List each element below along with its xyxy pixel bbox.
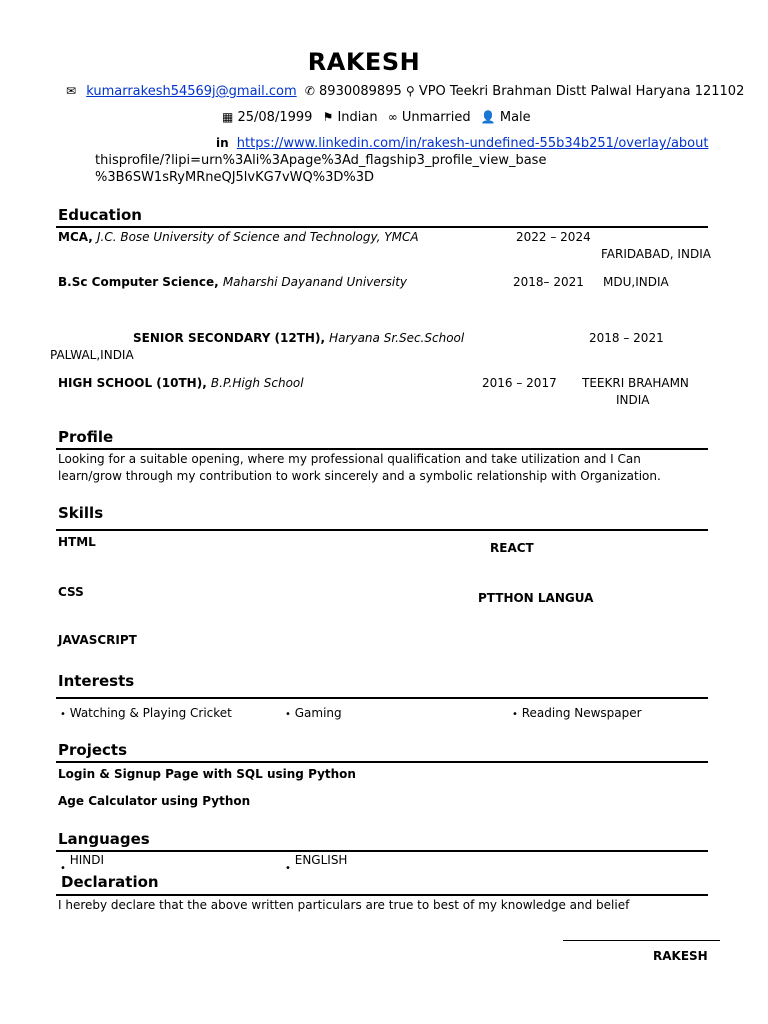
skill-item: CSS (58, 585, 84, 599)
bullet-icon: • (512, 709, 518, 720)
interests-rule (56, 697, 708, 699)
language-item: $_•$ HINDI (60, 853, 105, 874)
location-icon: ⚲ (405, 84, 415, 98)
degree: MCA, (58, 230, 93, 244)
nationality: Indian (337, 110, 378, 125)
phone-icon: ✆ (304, 84, 315, 98)
declaration-rule (56, 894, 708, 896)
skill-item: REACT (490, 541, 534, 555)
skill-item: JAVASCRIPT (58, 633, 137, 647)
education-location-line2: INDIA (616, 393, 650, 407)
education-dates: 2022 – 2024 (516, 230, 591, 244)
address: VPO Teekri Brahman Distt Palwal Haryana 121102 (418, 84, 745, 99)
degree: SENIOR SECONDARY (12TH), (133, 331, 326, 345)
interests-heading: Interests (58, 672, 135, 690)
signature-name: RAKESH (653, 949, 708, 963)
marital-status: Unmarried (401, 110, 471, 125)
bullet-icon: • (285, 863, 291, 874)
degree: HIGH SCHOOL (10TH), (58, 376, 207, 390)
education-entry-10th (58, 376, 304, 391)
languages-heading: Languages (58, 830, 150, 848)
profile-heading: Profile (58, 428, 114, 446)
linkedin-continuation-2: %3B6SW1sRyMRneQJ5lvKG7vWQ%3D%3D (95, 170, 375, 185)
education-entry-bsc (58, 275, 407, 290)
linkedin-icon: in (216, 136, 229, 150)
bullet-icon: • (60, 863, 66, 874)
bullet-icon: • (285, 709, 291, 720)
interest-item: • Gaming (285, 706, 342, 720)
language-item: $_•$ ENGLISH (285, 853, 348, 874)
education-location: TEEKRI BRAHAMN (582, 376, 689, 390)
linkedin-row (216, 136, 708, 151)
envelope-icon: ✉ (66, 84, 77, 98)
date-of-birth: 25/08/1999 (237, 110, 313, 125)
education-dates: 2016 – 2017 (482, 376, 557, 390)
contact-row-1 (66, 84, 744, 99)
education-entry-mca (58, 230, 419, 245)
profile-text-line2: learn/grow through my contribution to work sincerely and a symbolic relationship with Organization. (58, 469, 661, 483)
institution: Haryana Sr.Sec.School (329, 331, 465, 345)
education-location: FARIDABAD, INDIA (601, 247, 711, 261)
degree: B.Sc Computer Science, (58, 275, 219, 289)
bullet-icon: • (60, 709, 66, 720)
projects-heading: Projects (58, 741, 128, 759)
gender: Male (499, 110, 531, 125)
linkedin-continuation-1: thisprofile/?lipi=urn%3Ali%3Apage%3Ad_flagship3_profile_view_base (95, 153, 547, 168)
calendar-icon: ▦ (222, 110, 234, 124)
profile-text-line1: Looking for a suitable opening, where my professional qualification and take utilization and I Can (58, 452, 641, 466)
declaration-heading: Declaration (61, 873, 159, 891)
project-item: Age Calculator using Python (58, 794, 251, 808)
phone-number: 8930089895 (319, 84, 402, 99)
email-link[interactable]: kumarrakesh54569j@gmail.com (86, 84, 297, 99)
skills-rule (56, 529, 708, 531)
skill-item: HTML (58, 535, 96, 549)
skills-heading: Skills (58, 504, 104, 522)
project-item: Login & Signup Page with SQL using Python (58, 767, 356, 781)
linkedin-link[interactable]: https://www.linkedin.com/in/rakesh-undefined-55b34b251/overlay/about (236, 136, 709, 151)
institution: Maharshi Dayanand University (222, 275, 407, 289)
candidate-name: RAKESH (307, 48, 421, 76)
languages-rule (56, 850, 708, 852)
signature-line (563, 940, 720, 941)
institution: B.P.High School (210, 376, 304, 390)
education-location: PALWAL,INDIA (50, 348, 134, 362)
education-heading: Education (58, 206, 142, 224)
rings-icon: ∞ (387, 110, 398, 124)
declaration-text: I hereby declare that the above written particulars are true to best of my knowledge and belief (58, 898, 630, 912)
flag-icon: ⚑ (322, 110, 334, 124)
education-location: MDU,INDIA (603, 275, 669, 289)
projects-rule (56, 761, 708, 763)
education-dates: 2018– 2021 (513, 275, 584, 289)
profile-rule (56, 448, 708, 450)
contact-row-2 (222, 110, 531, 125)
education-dates: 2018 – 2021 (589, 331, 664, 345)
interest-item: • Watching & Playing Cricket (60, 706, 232, 720)
education-rule (56, 226, 708, 228)
education-entry-12th (133, 331, 464, 346)
person-icon: 👤 (480, 110, 496, 124)
skill-item: PTTHON LANGUA (478, 591, 594, 605)
interest-item: • Reading Newspaper (512, 706, 642, 720)
institution: J.C. Bose University of Science and Technology, YMCA (96, 230, 419, 244)
